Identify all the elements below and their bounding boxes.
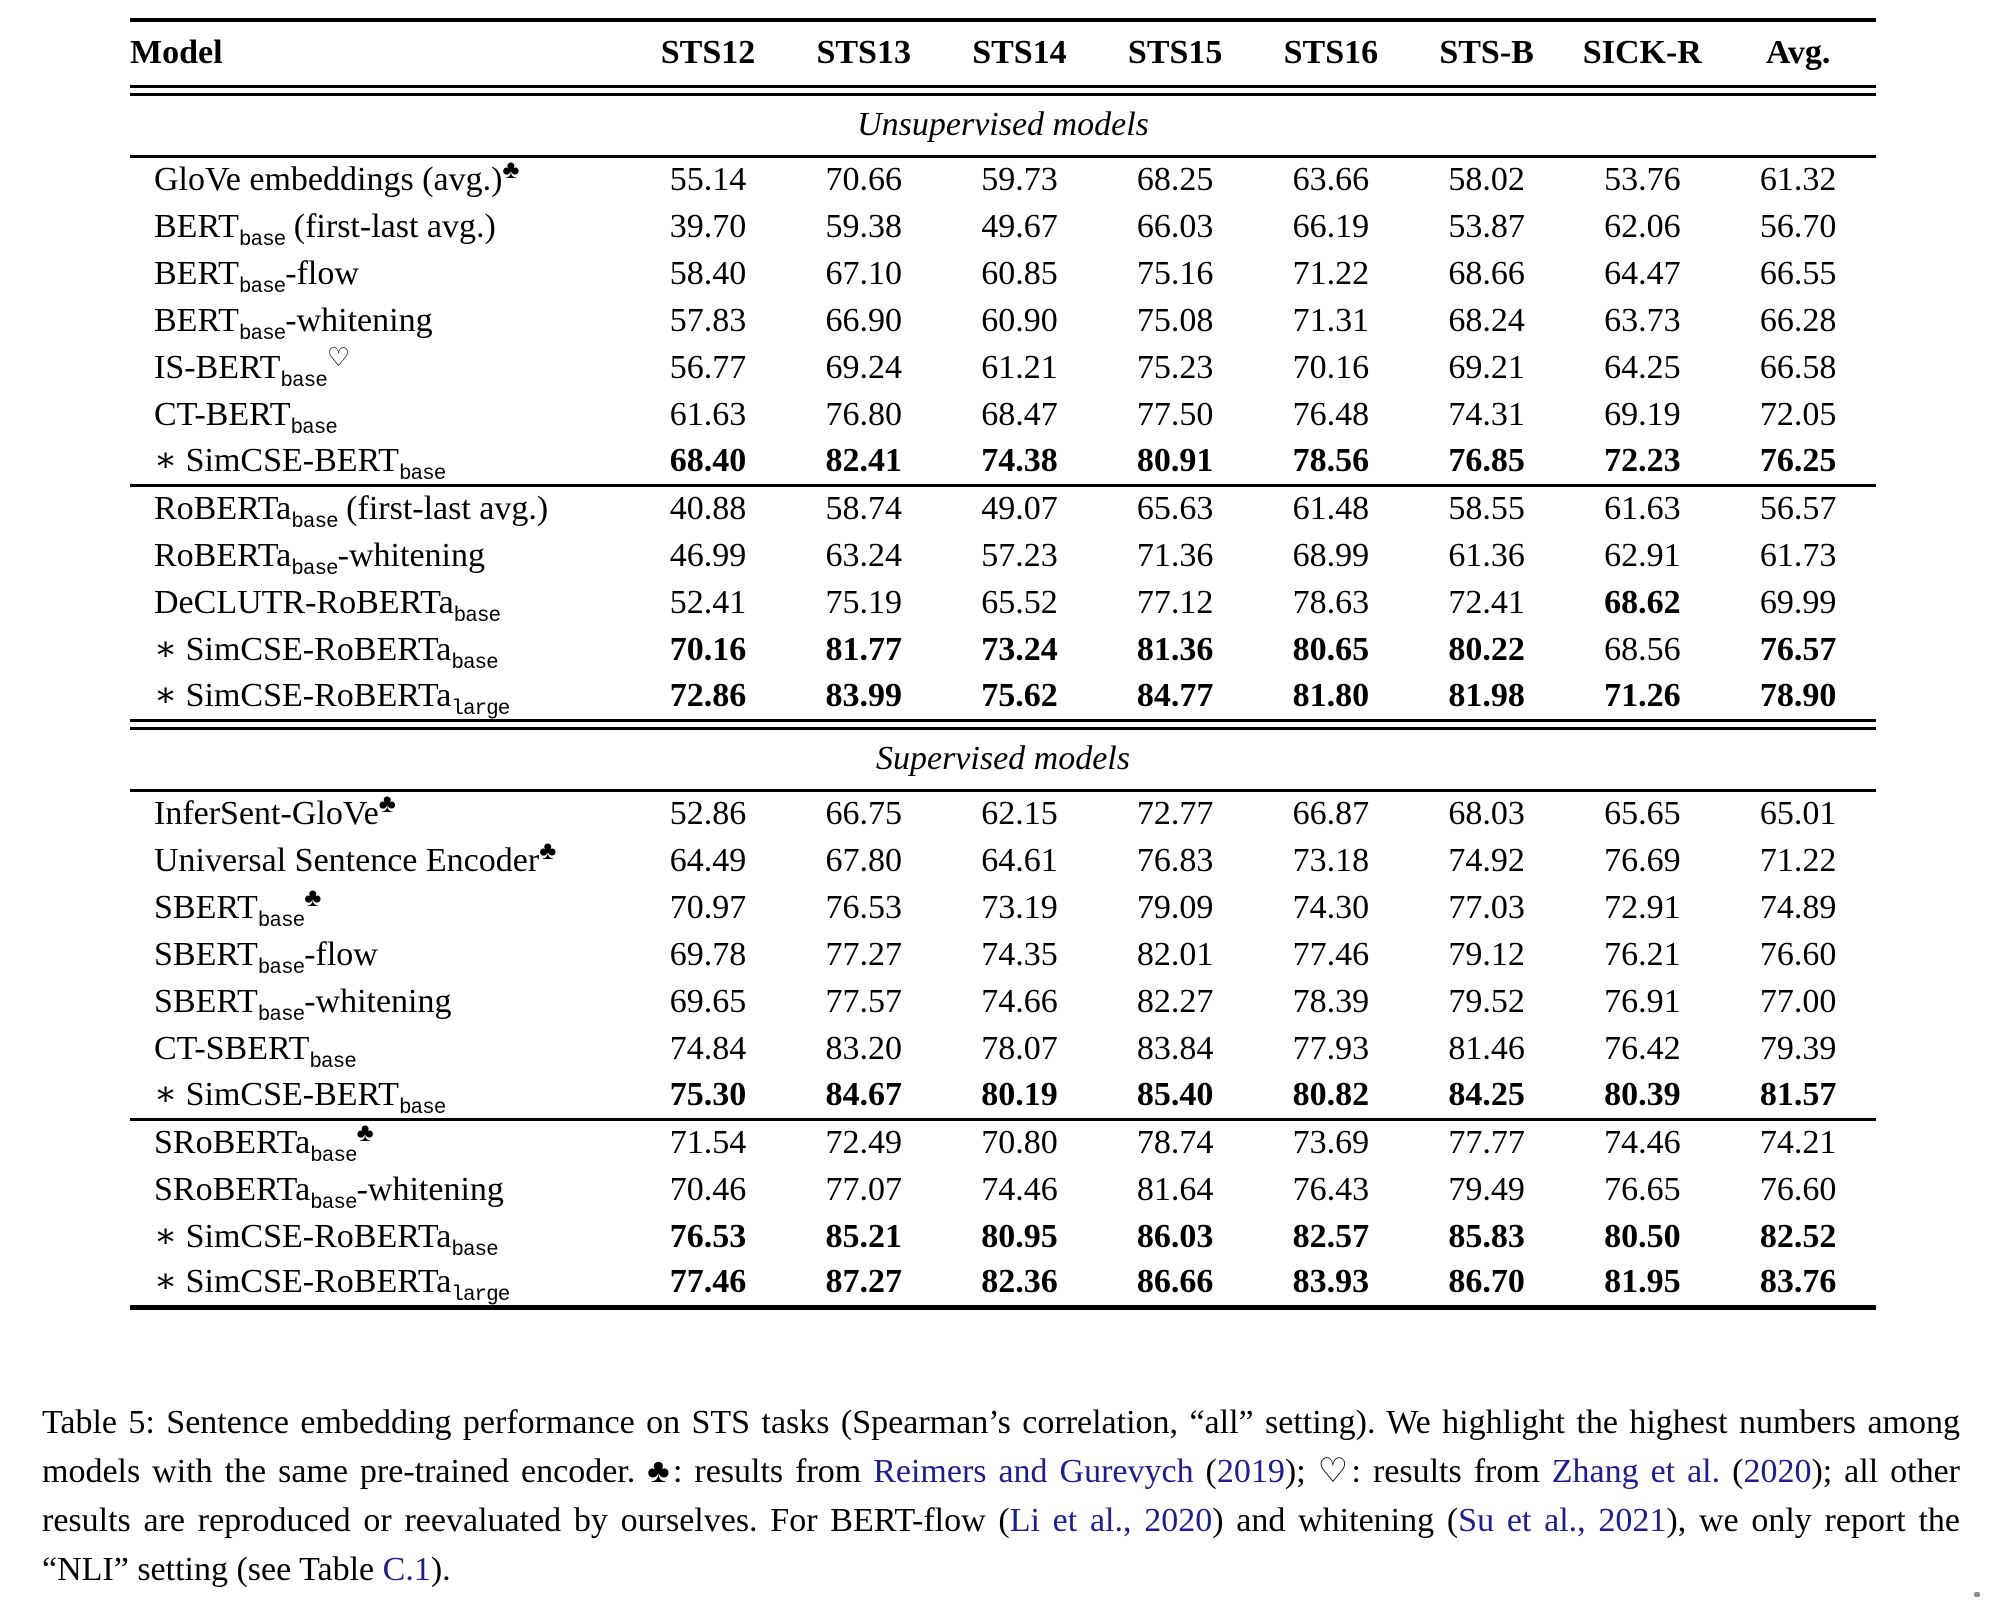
citation-link[interactable]: Li et al., 2020	[1009, 1502, 1213, 1539]
score-cell: 80.39	[1564, 1072, 1720, 1119]
model-cell: ∗ SimCSE-RoBERTa$_{base}$	[154, 630, 498, 675]
score-cell: 84.25	[1409, 1072, 1565, 1119]
model-size-subscript: base	[257, 956, 305, 980]
model-cell: $BERT_{base}$ (first-last avg.)	[154, 207, 496, 252]
score-cell: 70.80	[981, 1124, 1058, 1162]
table-caption: Table 5: Sentence embedding performance on STS tasks (Spearman’s correlation, “all” setting). We highlight the highest numbers among models with the same pre-trained encoder. ♣: results from Reimers and Gurevych (2019); ♡: results from Zhang et al. (2020); all other results are reproduced or reevaluated by ourselves. For BERT-flow (Li et al., 2020) and whitening (Su et al., 2021), we only report the “NLI” setting (see Table C.1).	[42, 1404, 1960, 1588]
score-cell: 74.31	[1448, 395, 1525, 433]
score-cell: 78.90	[1759, 676, 1837, 714]
score-cell: 81.57	[1720, 1072, 1876, 1119]
score-cell: 72.86	[669, 676, 747, 714]
score-cell: 65.63	[1136, 490, 1214, 528]
table-row	[130, 884, 1876, 931]
model-cell: $IS-BERT_{base}^♡$	[154, 342, 351, 393]
score-cell: 78.39	[1292, 982, 1370, 1020]
score-cell: 73.69	[1292, 1124, 1370, 1162]
model-size-subscript: base	[290, 416, 337, 440]
score-cell: 71.36	[1136, 536, 1214, 574]
score-cell: 76.53	[669, 1217, 747, 1255]
model-size-subscript: base	[280, 369, 327, 393]
score-cell: 79.52	[1448, 982, 1525, 1020]
model-cell: RoBERTa$_{base}$-whitening	[154, 536, 485, 581]
score-cell: 75.19	[825, 583, 902, 621]
score-cell: 73.24	[981, 630, 1058, 668]
score-cell: 77.77	[1448, 1124, 1525, 1162]
model-cell: $BERT_{base}$-whitening	[154, 301, 433, 346]
score-cell: 71.26	[1604, 676, 1681, 714]
citation-link[interactable]: Reimers and Gurevych	[873, 1453, 1194, 1490]
score-cell: 83.93	[1292, 1263, 1370, 1301]
model-size-subscript: base	[291, 511, 338, 535]
score-cell: 79.09	[1136, 888, 1214, 926]
score-cell: 56.57	[1759, 490, 1837, 528]
model-cell: ∗ SimCSE-RoBERTa$_{large}$	[154, 1263, 510, 1308]
score-cell: 65.52	[981, 583, 1058, 621]
column-header-model: Model	[130, 34, 223, 72]
model-cell: SRoBERTa$_{base}$♣	[154, 1118, 374, 1169]
score-cell: 76.85	[1409, 438, 1565, 485]
club-suit-icon: ♣	[502, 155, 520, 185]
score-cell: 76.83	[1136, 841, 1214, 879]
score-cell: 83.84	[1136, 1029, 1214, 1067]
score-cell: 70.46	[669, 1170, 747, 1208]
score-cell: 61.73	[1759, 536, 1837, 574]
score-cell: 62.06	[1604, 207, 1681, 245]
score-cell: 64.49	[669, 841, 747, 879]
score-cell: 66.87	[1292, 795, 1370, 833]
score-cell: 81.80	[1292, 676, 1370, 714]
model-cell: SRoBERTa$_{base}$-whitening	[154, 1170, 504, 1215]
score-cell: 74.21	[1759, 1124, 1837, 1162]
score-cell: 61.63	[1604, 490, 1681, 528]
score-cell: 66.03	[1136, 207, 1214, 245]
score-cell: 77.46	[669, 1263, 747, 1301]
score-cell: 81.46	[1448, 1029, 1525, 1067]
score-cell: 82.36	[981, 1263, 1058, 1301]
table-row	[130, 978, 1876, 1025]
model-size-subscript: base	[257, 1003, 305, 1027]
score-cell: 77.57	[825, 982, 902, 1020]
score-cell: 59.38	[825, 207, 902, 245]
score-cell: 82.27	[1136, 982, 1214, 1020]
score-cell: 69.78	[669, 935, 747, 973]
score-cell: 74.46	[981, 1170, 1058, 1208]
score-cell: 76.69	[1604, 841, 1681, 879]
score-cell: 83.99	[825, 676, 902, 714]
table-row	[130, 837, 1876, 884]
table-row	[130, 438, 1876, 485]
score-cell: 69.99	[1759, 583, 1837, 621]
table-row	[130, 485, 1876, 532]
score-cell: 77.93	[1292, 1029, 1370, 1067]
column-header-sts15: STS15	[1127, 34, 1223, 72]
score-cell: 71.22	[1759, 841, 1837, 879]
model-size-subscript: base	[398, 462, 446, 486]
score-cell: 74.84	[669, 1029, 747, 1067]
model-size-subscript: base	[310, 1191, 357, 1215]
score-cell: 78.63	[1292, 583, 1370, 621]
score-cell: 70.16	[669, 630, 747, 668]
score-cell: 63.73	[1604, 301, 1681, 339]
score-cell: 69.19	[1604, 395, 1681, 433]
score-cell: 58.02	[1448, 161, 1525, 199]
score-cell: 74.89	[1759, 888, 1837, 926]
model-cell: ∗ SimCSE-$BERT_{base}$	[130, 1072, 630, 1119]
score-cell: 76.91	[1604, 982, 1681, 1020]
table-row	[130, 532, 1876, 579]
score-cell: 82.57	[1292, 1217, 1370, 1255]
column-header-sts-b: STS-B	[1439, 34, 1534, 72]
score-cell: 74.30	[1292, 888, 1370, 926]
score-cell: 76.60	[1759, 935, 1837, 973]
score-cell: 73.19	[981, 888, 1058, 926]
model-cell: RoBERTa$_{base}$ (first-last avg.)	[154, 490, 549, 535]
score-cell: 86.70	[1448, 1263, 1525, 1301]
section-row	[130, 94, 1876, 156]
score-cell: 67.80	[825, 841, 902, 879]
score-cell: 49.67	[981, 207, 1058, 245]
score-cell: 68.56	[1604, 630, 1681, 668]
score-cell: 82.52	[1759, 1217, 1837, 1255]
section-header: Supervised models	[130, 728, 1876, 790]
score-cell: 77.00	[1759, 982, 1837, 1020]
model-size-subscript: base	[451, 651, 498, 675]
club-suit-icon: ♣	[378, 789, 396, 819]
model-size-subscript: base	[310, 1145, 357, 1169]
model-cell: $CT-BERT_{base}$	[154, 395, 337, 440]
table-row	[130, 673, 1876, 720]
score-cell: 61.63	[669, 395, 747, 433]
score-cell: 67.10	[825, 254, 902, 292]
model-size-subscript: large	[451, 1284, 510, 1308]
section-row	[130, 728, 1876, 790]
model-size-subscript: base	[238, 228, 286, 252]
score-cell: 75.62	[981, 676, 1058, 714]
score-cell: 61.21	[981, 348, 1058, 386]
score-cell: 87.27	[825, 1263, 902, 1301]
score-cell: 81.95	[1604, 1263, 1681, 1301]
table-row	[130, 1119, 1876, 1166]
score-cell: 75.30	[630, 1072, 786, 1119]
score-cell: 65.65	[1604, 795, 1681, 833]
score-cell: 80.65	[1292, 630, 1370, 668]
model-cell: ∗ SimCSE-RoBERTa$_{base}$	[154, 1217, 498, 1262]
score-cell: 68.66	[1448, 254, 1525, 292]
score-cell: 53.87	[1448, 207, 1525, 245]
score-cell: 68.47	[981, 395, 1058, 433]
table-row	[130, 203, 1876, 250]
score-cell: 77.12	[1136, 583, 1214, 621]
score-cell: 75.23	[1136, 348, 1214, 386]
score-cell: 81.77	[825, 630, 902, 668]
score-cell: 40.88	[669, 490, 747, 528]
score-cell: 72.41	[1448, 583, 1525, 621]
score-cell: 79.49	[1448, 1170, 1525, 1208]
score-cell: 65.01	[1759, 795, 1837, 833]
model-size-subscript: base	[238, 322, 286, 346]
score-cell: 85.83	[1448, 1217, 1525, 1255]
artifact-dot	[1974, 1592, 1980, 1597]
score-cell: 70.16	[1292, 348, 1370, 386]
table-row	[130, 1260, 1876, 1307]
score-cell: 78.74	[1136, 1124, 1214, 1162]
model-size-subscript: base	[309, 1050, 356, 1074]
score-cell: 72.77	[1136, 795, 1214, 833]
score-cell: 74.35	[981, 935, 1058, 973]
score-cell: 53.76	[1604, 161, 1681, 199]
score-cell: 64.25	[1604, 348, 1681, 386]
score-cell: 52.41	[669, 583, 747, 621]
score-cell: 74.38	[942, 438, 1098, 485]
score-cell: 58.40	[669, 254, 747, 292]
score-cell: 76.65	[1604, 1170, 1681, 1208]
score-cell: 72.91	[1604, 888, 1681, 926]
model-size-subscript: base	[238, 275, 286, 299]
column-header-sts16: STS16	[1283, 34, 1379, 72]
table-row	[130, 579, 1876, 626]
double-rule	[130, 720, 1876, 728]
score-cell: 71.22	[1292, 254, 1370, 292]
score-cell: 56.70	[1759, 207, 1837, 245]
score-cell: 61.48	[1292, 490, 1370, 528]
score-cell: 66.19	[1292, 207, 1370, 245]
score-cell: 58.74	[825, 490, 902, 528]
model-cell: ∗ SimCSE-$BERT_{base}$	[130, 438, 630, 485]
score-cell: 69.65	[669, 982, 747, 1020]
score-cell: 72.23	[1564, 438, 1720, 485]
score-cell: 76.57	[1759, 630, 1837, 668]
citation-link[interactable]: C.1	[382, 1551, 431, 1588]
score-cell: 75.16	[1136, 254, 1214, 292]
score-cell: 68.99	[1292, 536, 1370, 574]
model-size-subscript: large	[451, 697, 510, 721]
score-cell: 78.56	[1253, 438, 1409, 485]
model-cell: $SBERT_{base}^♣$	[154, 882, 322, 933]
score-cell: 74.46	[1604, 1124, 1681, 1162]
score-cell: 66.58	[1759, 348, 1837, 386]
score-cell: 49.07	[981, 490, 1058, 528]
score-cell: 80.19	[942, 1072, 1098, 1119]
model-size-subscript: base	[291, 557, 338, 581]
table-row	[130, 156, 1876, 203]
score-cell: 72.49	[825, 1124, 902, 1162]
score-cell: 71.54	[669, 1124, 747, 1162]
score-cell: 71.31	[1292, 301, 1370, 339]
double-rule-line	[130, 720, 1876, 728]
score-cell: 84.67	[786, 1072, 942, 1119]
table-row	[130, 1166, 1876, 1213]
score-cell: 77.07	[825, 1170, 902, 1208]
column-header-sts12: STS12	[660, 34, 756, 72]
model-cell: InferSent-GloVe♣	[154, 789, 396, 833]
score-cell: 76.21	[1604, 935, 1681, 973]
score-cell: 57.23	[981, 536, 1058, 574]
score-cell: 57.83	[669, 301, 747, 339]
score-cell: 69.21	[1448, 348, 1525, 386]
model-size-subscript: base	[453, 604, 501, 628]
score-cell: 79.39	[1759, 1029, 1837, 1067]
table-row	[130, 931, 1876, 978]
score-cell: 69.24	[825, 348, 902, 386]
score-cell: 80.91	[1097, 438, 1253, 485]
score-cell: 60.90	[981, 301, 1058, 339]
table-row	[130, 1213, 1876, 1260]
score-cell: 76.25	[1720, 438, 1876, 485]
citation-link[interactable]: 2019	[1216, 1453, 1285, 1490]
score-cell: 60.85	[981, 254, 1058, 292]
score-cell: 76.43	[1292, 1170, 1370, 1208]
score-cell: 64.47	[1604, 254, 1681, 292]
table-row	[130, 391, 1876, 438]
score-cell: 75.08	[1136, 301, 1214, 339]
table-row	[130, 297, 1876, 344]
score-cell: 83.20	[825, 1029, 902, 1067]
column-header-sts13: STS13	[816, 34, 911, 72]
score-cell: 80.22	[1448, 630, 1525, 668]
model-cell: Universal Sentence Encoder♣	[154, 835, 557, 879]
score-cell: 77.27	[825, 935, 902, 973]
score-cell: 62.15	[981, 795, 1058, 833]
score-cell: 81.64	[1136, 1170, 1214, 1208]
model-size-subscript: base	[451, 1238, 498, 1262]
table-row	[130, 250, 1876, 297]
score-cell: 61.36	[1448, 536, 1525, 574]
score-cell: 77.03	[1448, 888, 1525, 926]
score-cell: 59.73	[981, 161, 1058, 199]
model-cell: DeCLUTR-RoBERTa$_{base}$	[154, 583, 501, 628]
score-cell: 68.03	[1448, 795, 1525, 833]
score-cell: 63.24	[825, 536, 902, 574]
model-cell: ∗ SimCSE-RoBERTa$_{large}$	[154, 676, 510, 721]
club-suit-icon: ♣	[304, 882, 322, 912]
club-suit-icon: ♣	[356, 1118, 374, 1148]
club-suit-icon: ♣	[539, 835, 557, 865]
score-cell: 76.60	[1759, 1170, 1837, 1208]
model-cell: $CT-SBERT_{base}$	[154, 1029, 356, 1074]
table-row	[130, 1025, 1876, 1072]
section-header: Unsupervised models	[130, 94, 1876, 156]
score-cell: 82.01	[1136, 935, 1214, 973]
score-cell: 82.41	[786, 438, 942, 485]
score-cell: 81.36	[1136, 630, 1214, 668]
score-cell: 83.76	[1759, 1263, 1837, 1301]
double-rule-line	[130, 86, 1876, 94]
score-cell: 68.25	[1136, 161, 1214, 199]
score-cell: 86.03	[1136, 1217, 1214, 1255]
score-cell: 68.40	[630, 438, 786, 485]
score-cell: 70.66	[825, 161, 902, 199]
score-cell: 66.28	[1759, 301, 1837, 339]
model-cell: GloVe embeddings (avg.)♣	[154, 155, 520, 199]
score-cell: 70.97	[669, 888, 747, 926]
score-cell: 61.32	[1759, 161, 1837, 199]
score-cell: 74.92	[1448, 841, 1525, 879]
score-cell: 39.70	[669, 207, 747, 245]
score-cell: 76.80	[825, 395, 902, 433]
score-cell: 74.66	[981, 982, 1058, 1020]
score-cell: 81.98	[1448, 676, 1525, 714]
score-cell: 86.66	[1136, 1263, 1214, 1301]
table-row	[130, 344, 1876, 391]
score-cell: 76.53	[825, 888, 902, 926]
sts-results-table	[130, 18, 1876, 1310]
score-cell: 80.82	[1253, 1072, 1409, 1119]
table-row	[130, 626, 1876, 673]
table-header-row	[130, 20, 1876, 86]
score-cell: 77.50	[1136, 395, 1214, 433]
score-cell: 73.18	[1292, 841, 1370, 879]
score-cell: 68.24	[1448, 301, 1525, 339]
column-header-sick-r: SICK-R	[1582, 34, 1702, 72]
model-cell: $BERT_{base}$-flow	[154, 254, 359, 299]
score-cell: 77.46	[1292, 935, 1370, 973]
score-cell: 68.62	[1604, 583, 1681, 621]
score-cell: 62.91	[1604, 536, 1681, 574]
score-cell: 79.12	[1448, 935, 1525, 973]
heart-suit-icon: ♡	[326, 342, 351, 372]
citation-link[interactable]: Zhang et al.	[1551, 1453, 1721, 1490]
model-size-subscript: base	[257, 909, 305, 933]
citation-link[interactable]: Su et al., 2021	[1458, 1502, 1667, 1539]
double-rule	[130, 86, 1876, 94]
score-cell: 56.77	[669, 348, 747, 386]
table-row	[130, 1072, 1876, 1119]
score-cell: 80.95	[981, 1217, 1058, 1255]
score-cell: 76.42	[1604, 1029, 1681, 1067]
score-cell: 85.21	[825, 1217, 902, 1255]
model-cell: $SBERT_{base}$-flow	[154, 935, 378, 980]
model-cell: $SBERT_{base}$-whitening	[154, 982, 452, 1027]
score-cell: 46.99	[669, 536, 747, 574]
score-cell: 85.40	[1097, 1072, 1253, 1119]
score-cell: 76.48	[1292, 395, 1370, 433]
citation-link[interactable]: 2020	[1743, 1453, 1812, 1490]
score-cell: 78.07	[981, 1029, 1058, 1067]
score-cell: 66.55	[1759, 254, 1837, 292]
model-size-subscript: base	[398, 1096, 446, 1120]
table-row	[130, 790, 1876, 837]
score-cell: 66.90	[825, 301, 902, 339]
score-cell: 55.14	[669, 161, 747, 199]
score-cell: 58.55	[1448, 490, 1525, 528]
score-cell: 72.05	[1759, 395, 1837, 433]
score-cell: 84.77	[1136, 676, 1214, 714]
score-cell: 64.61	[981, 841, 1058, 879]
column-header-avg-: Avg.	[1765, 34, 1831, 72]
score-cell: 80.50	[1604, 1217, 1681, 1255]
score-cell: 66.75	[825, 795, 902, 833]
score-cell: 63.66	[1292, 161, 1370, 199]
column-header-sts14: STS14	[972, 34, 1067, 72]
score-cell: 52.86	[669, 795, 747, 833]
